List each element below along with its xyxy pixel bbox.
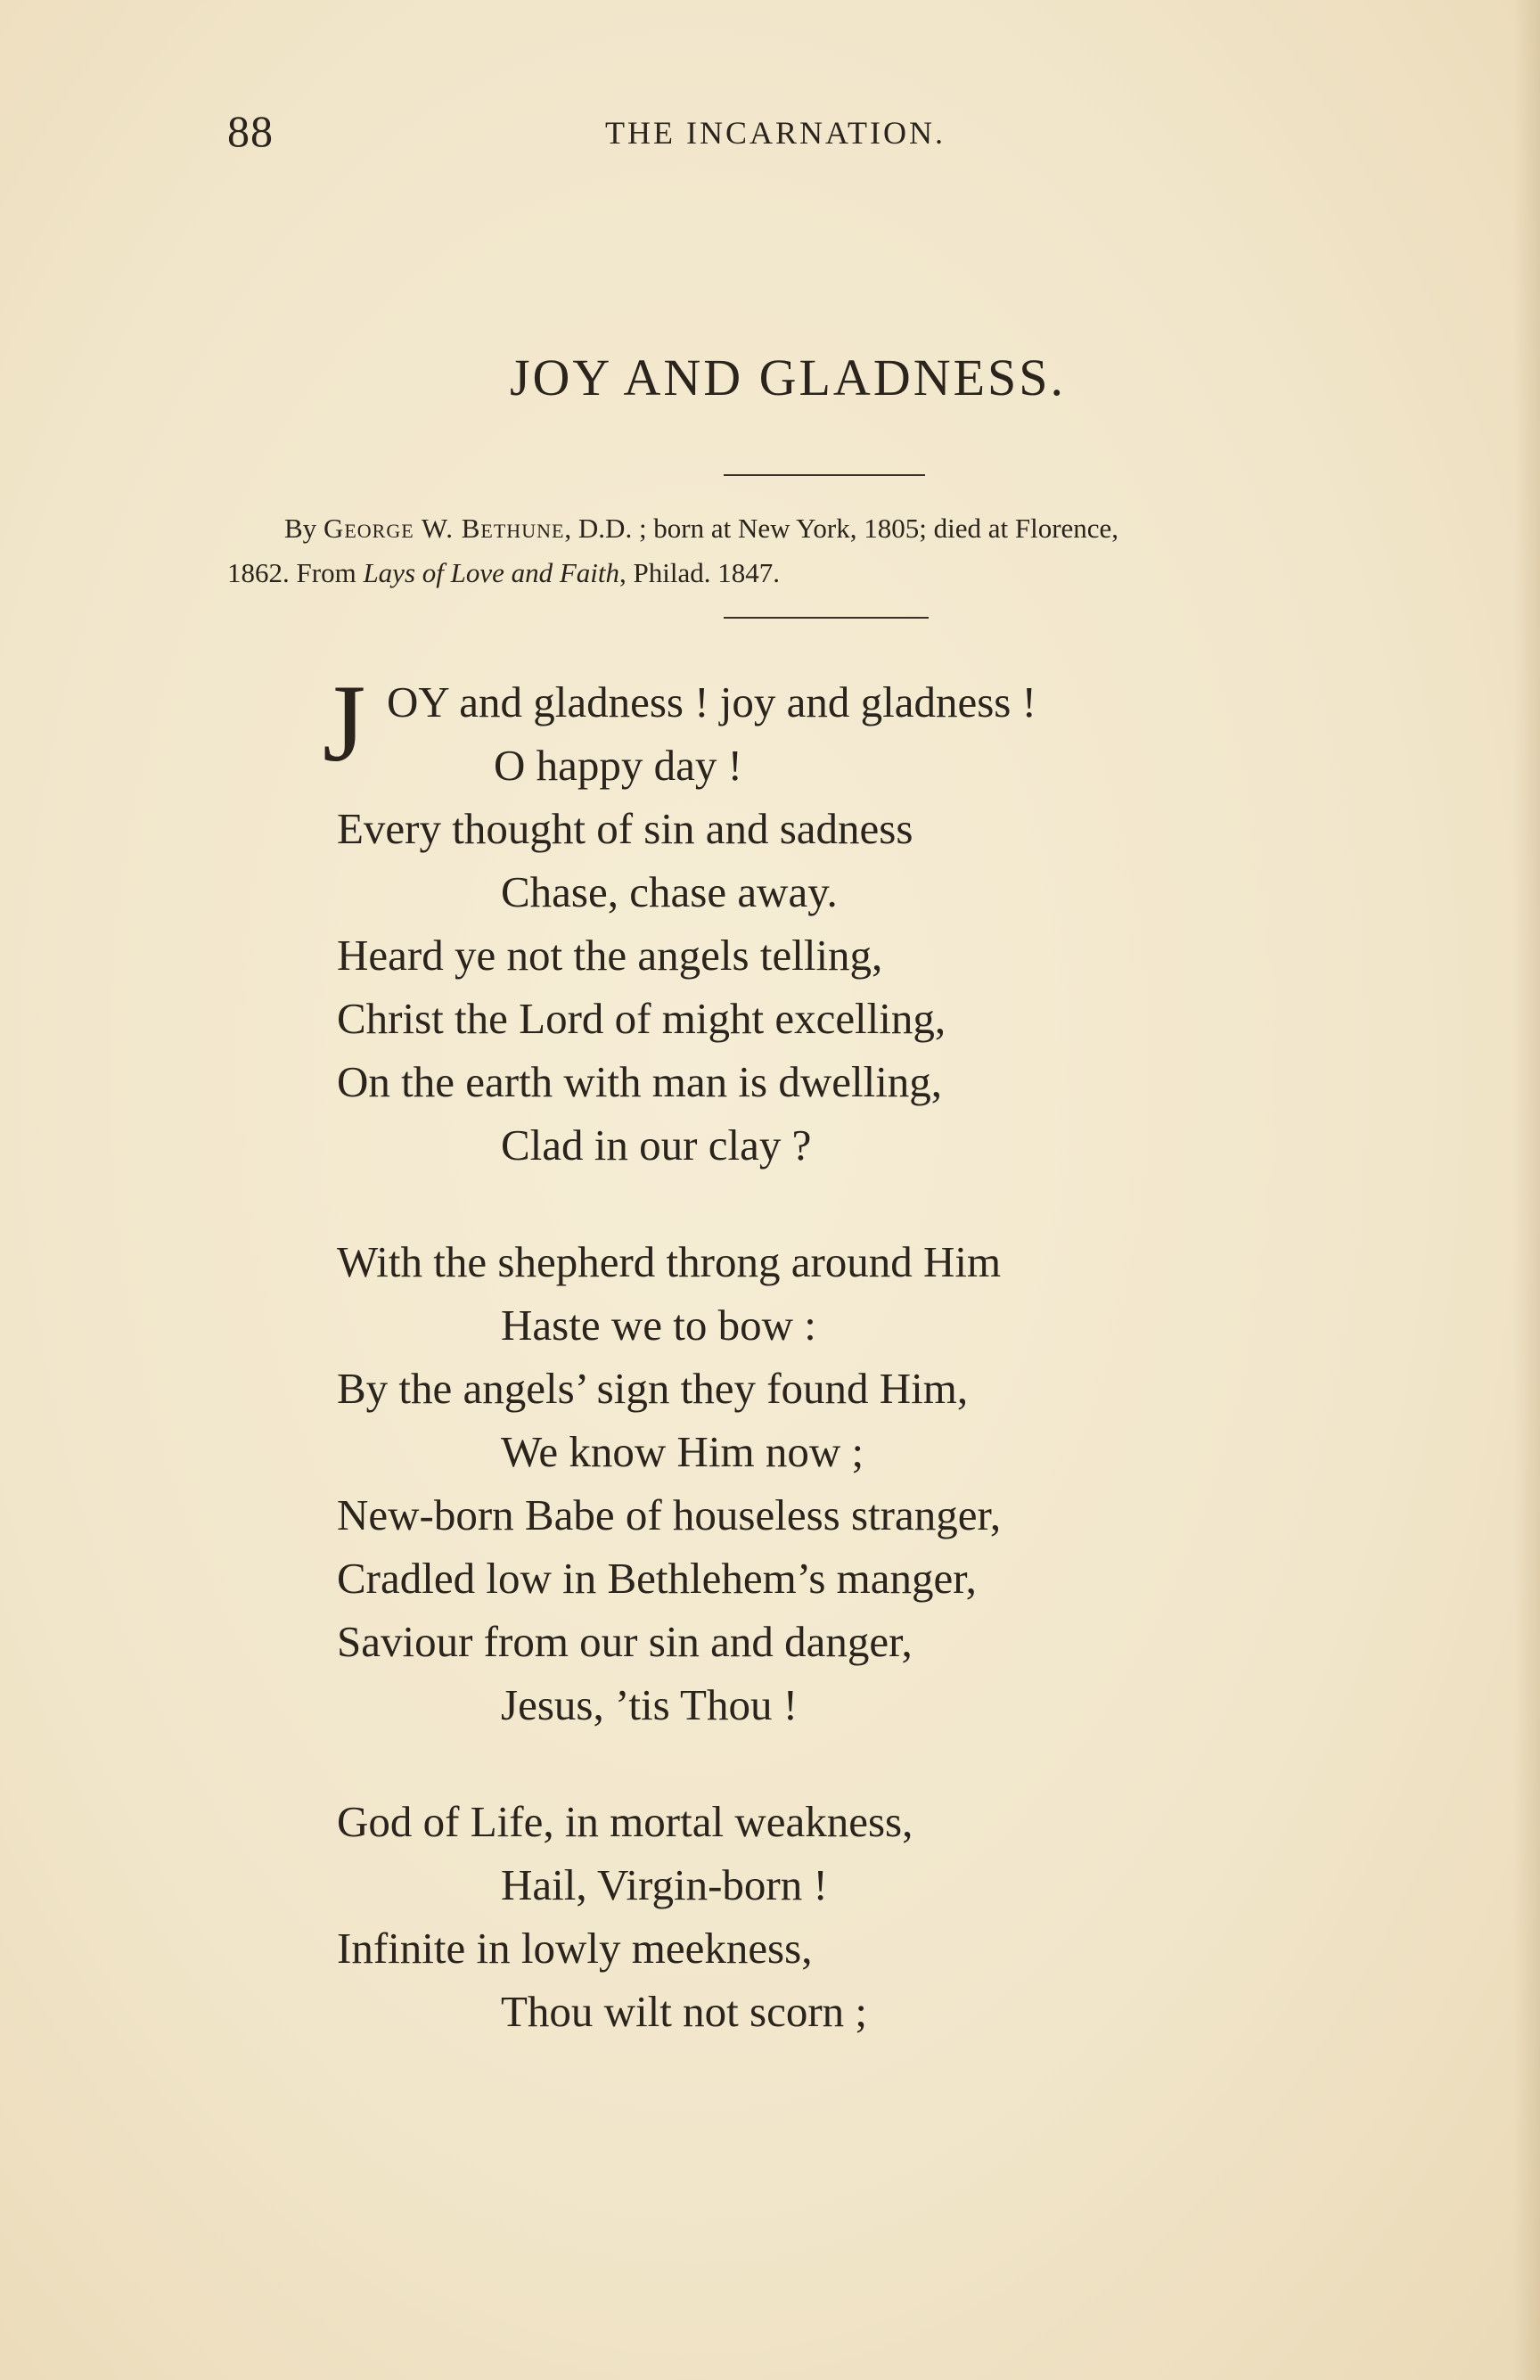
- verse-line: Haste we to bow :: [501, 1301, 816, 1350]
- byline-author: George W. Bethune: [323, 513, 565, 544]
- byline-line-2: [227, 551, 1404, 595]
- byline-source: Lays of Love and Faith: [363, 557, 620, 588]
- verse-line: O happy day !: [494, 741, 742, 790]
- verse-line: By the angels’ sign they found Him,: [337, 1364, 969, 1413]
- verse-line: On the earth with man is dwelling,: [337, 1057, 943, 1106]
- stanza-1: [337, 670, 1362, 1177]
- verse-line: Cradled low in Bethlehem’s manger,: [337, 1554, 977, 1603]
- stanza-3: [337, 1790, 1362, 2043]
- byline-line-1: [227, 506, 1404, 551]
- verse-line: New-born Babe of houseless stranger,: [337, 1490, 1002, 1539]
- running-title: THE INCARNATION.: [605, 115, 946, 151]
- stanza-2: [337, 1230, 1362, 1736]
- verse-line: Thou wilt not scorn ;: [501, 1987, 868, 2036]
- running-head: [227, 105, 1047, 159]
- page-number: 88: [227, 106, 274, 156]
- verse-line: Jesus, ’tis Thou !: [501, 1680, 799, 1729]
- byline: [227, 506, 1404, 595]
- byline-publication: , Philad. 1847.: [619, 557, 781, 588]
- divider-rule: [724, 474, 925, 476]
- byline-prefix: By: [284, 513, 317, 544]
- verse-line: Christ the Lord of might excelling,: [337, 994, 946, 1043]
- verse-line: We know Him now ;: [501, 1427, 864, 1476]
- verse-line: Every thought of sin and sadness: [337, 804, 913, 853]
- verse-line: Chase, chase away.: [501, 867, 838, 916]
- verse-line: Heard ye not the angels telling,: [337, 931, 883, 980]
- verse-line: With the shepherd throng around Him: [337, 1237, 1002, 1286]
- byline-year: 1862. From: [227, 557, 356, 588]
- verse-line: Clad in our clay ?: [501, 1120, 812, 1169]
- divider-rule: [724, 617, 929, 619]
- verse-line: Saviour from our sin and danger,: [337, 1617, 913, 1666]
- drop-cap: J: [323, 662, 366, 784]
- verse-line: Hail, Virgin-born !: [501, 1860, 828, 1909]
- poem-title: JOY AND GLADNESS.: [509, 349, 1067, 406]
- verse-line: Infinite in lowly meekness,: [337, 1924, 813, 1973]
- verse-line: OY and gladness ! joy and gladness !: [387, 677, 1036, 726]
- byline-details: , D.D. ; born at New York, 1805; died at Florence,: [564, 513, 1119, 544]
- verse-line: God of Life, in mortal weakness,: [337, 1797, 913, 1846]
